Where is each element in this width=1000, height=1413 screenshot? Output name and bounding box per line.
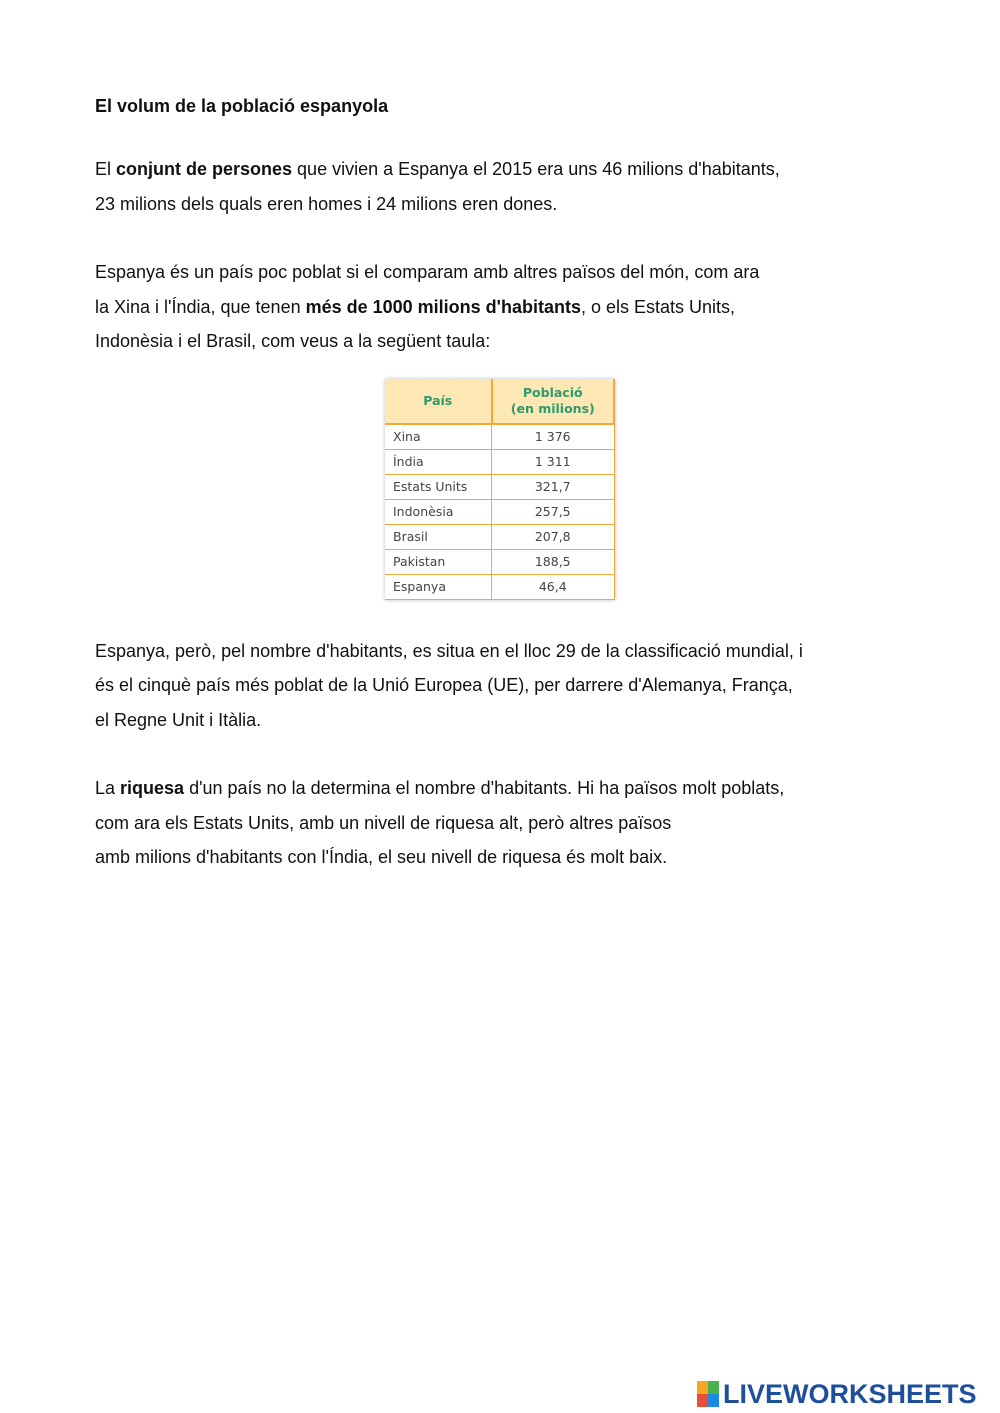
table-row	[385, 574, 614, 599]
population-cell: 207,8	[492, 524, 615, 549]
page-title: El volum de la població espanyola	[95, 96, 389, 116]
bold-term: més de 1000 milions d'habitants	[305, 296, 581, 317]
country-cell: Espanya	[385, 574, 492, 599]
paragraph-line: Espanya és un país poc poblat si el comparam amb altres països del món, com ara	[95, 262, 760, 282]
paragraph-population-total	[95, 152, 895, 221]
column-header-population	[492, 379, 615, 424]
table-row	[385, 549, 614, 574]
paragraph-line: Espanya, però, pel nombre d'habitants, es situa en el lloc 29 de la classificació mundial, i	[95, 640, 803, 661]
paragraph-line	[95, 290, 895, 325]
paragraph-line: com ara els Estats Units, amb un nivell de riquesa alt, però altres països	[95, 812, 672, 833]
country-cell: Índia	[385, 449, 492, 474]
population-table-image	[385, 379, 615, 600]
column-header-population-line2: (en milions)	[510, 400, 595, 416]
paragraph-line: 23 milions dels quals eren homes i 24 milions eren dones.	[95, 193, 558, 214]
column-header-country: País	[385, 379, 492, 424]
population-cell: 1 376	[492, 424, 615, 450]
bold-term: riquesa	[120, 778, 185, 798]
country-cell: Indonèsia	[385, 499, 492, 524]
paragraph-comparison	[95, 255, 895, 359]
population-cell: 46,4	[492, 574, 615, 599]
table-row	[385, 499, 614, 524]
paragraph-line: és el cinquè país més poblat de la Unió Europea (UE), per darrere d'Alemanya, França,	[95, 675, 793, 695]
paragraph-line: amb milions d'habitants con l'Índia, el seu nivell de riquesa és molt baix.	[95, 847, 668, 867]
bold-term: conjunt de persones	[116, 159, 293, 179]
table-header-row	[385, 379, 614, 424]
paragraph-ranking	[95, 634, 895, 738]
logo-text: LIVEWORKSHEETS	[723, 1378, 977, 1409]
paragraph-line: el Regne Unit i Itàlia.	[95, 709, 262, 730]
text-run: , o els Estats Units,	[580, 296, 736, 317]
paragraph-line: Indonèsia i el Brasil, com veus a la següent taula:	[95, 331, 491, 351]
paragraph-wealth	[95, 771, 895, 875]
population-cell: 1 311	[492, 449, 615, 474]
paragraph-line	[95, 771, 895, 806]
country-cell: Pakistan	[385, 549, 492, 574]
liveworksheets-logo[interactable]	[697, 1379, 977, 1409]
text-run: El	[95, 159, 117, 179]
population-table	[385, 379, 615, 600]
country-cell: Xina	[385, 424, 492, 450]
text-run: La	[95, 778, 121, 798]
table-row	[385, 424, 614, 450]
country-cell: Estats Units	[385, 474, 492, 499]
text-run: la Xina i l'Índia, que tenen	[95, 296, 306, 317]
document-body	[95, 94, 895, 875]
country-cell: Brasil	[385, 524, 492, 549]
paragraph-line	[95, 152, 895, 187]
population-cell: 188,5	[492, 549, 615, 574]
table-row	[385, 474, 614, 499]
column-header-population-line1: Població	[522, 384, 583, 400]
table-row	[385, 449, 614, 474]
population-cell: 321,7	[492, 474, 615, 499]
text-run: que vivien a Espanya el 2015 era uns 46 milions d'habitants,	[292, 159, 780, 179]
table-row	[385, 524, 614, 549]
liveworksheets-logo-icon	[697, 1381, 719, 1407]
text-run: d'un país no la determina el nombre d'habitants. Hi ha països molt poblats,	[184, 778, 785, 798]
population-cell: 257,5	[492, 499, 615, 524]
